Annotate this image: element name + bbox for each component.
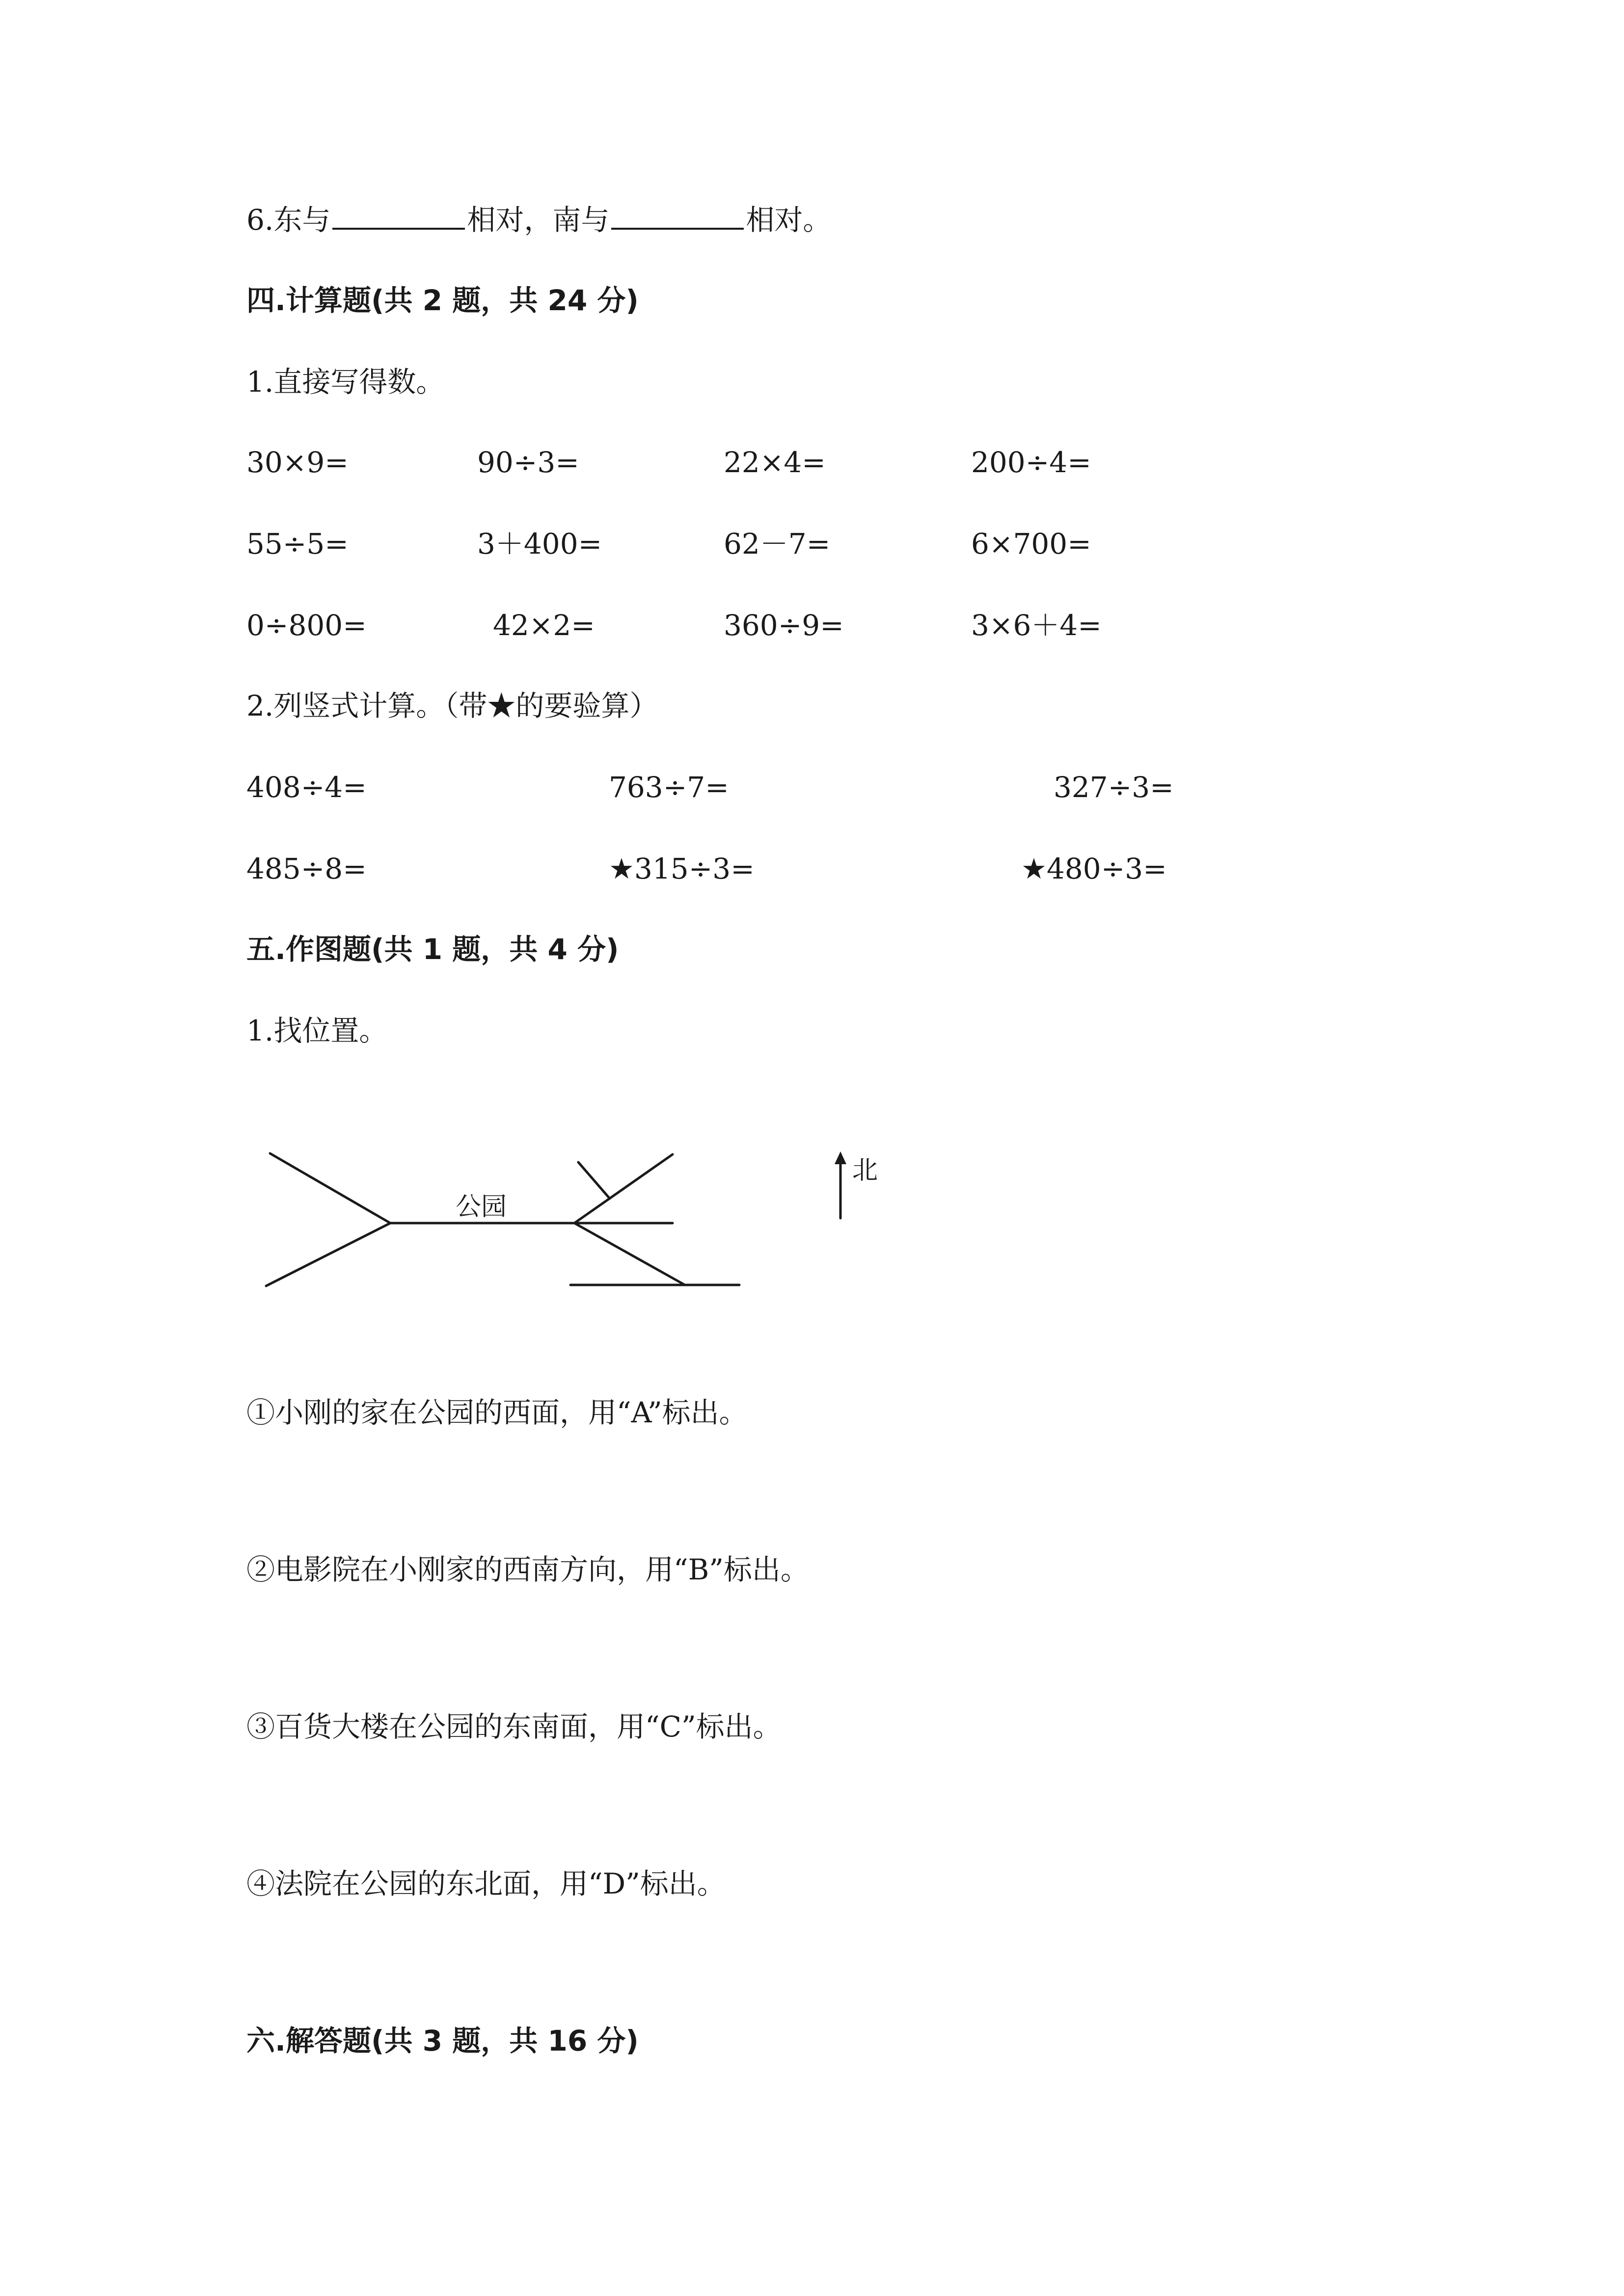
vertical-r2c1: 485÷8= xyxy=(246,852,367,885)
vertical-r2c3: ★480÷3= xyxy=(1021,852,1167,885)
answer-blank-south[interactable] xyxy=(611,201,744,230)
direct-r3c3: 360÷9= xyxy=(724,609,844,642)
park-label: 公园 xyxy=(456,1192,507,1222)
vertical-r1c2: 763÷7= xyxy=(609,771,729,804)
road-east-lower-diagonal xyxy=(574,1223,685,1285)
direct-r1c4: 200÷4= xyxy=(971,446,1091,479)
park-map-diagram[interactable] xyxy=(245,1114,933,1320)
task-1: ①小刚的家在公园的西面，用“A”标出。 xyxy=(246,1396,748,1429)
direct-r1c1: 30×9= xyxy=(246,446,349,479)
north-label: 北 xyxy=(852,1156,878,1185)
q6-prefix: 6.东与 xyxy=(246,203,331,237)
road-east-upper-long xyxy=(574,1154,673,1223)
vertical-r2c2: ★315÷3= xyxy=(609,852,755,885)
vertical-r1c3: 327÷3= xyxy=(1054,771,1174,804)
direct-r3c1: 0÷800= xyxy=(246,609,367,642)
task-2: ②电影院在小刚家的西南方向，用“B”标出。 xyxy=(246,1553,809,1586)
road-west-lower xyxy=(266,1223,390,1286)
question-6 xyxy=(246,200,831,240)
answer-blank-east[interactable] xyxy=(332,201,465,230)
section5-q1-label: 1.找位置。 xyxy=(246,1014,388,1047)
q6-suffix: 相对。 xyxy=(746,203,832,237)
direct-r3c2: 42×2= xyxy=(493,609,595,642)
task-4: ④法院在公园的东北面，用“D”标出。 xyxy=(246,1867,726,1900)
direct-r2c2: 3＋400= xyxy=(477,527,602,561)
section4-q1-label: 1.直接写得数。 xyxy=(246,365,445,399)
road-east-upper-short xyxy=(578,1162,610,1199)
vertical-r1c1: 408÷4= xyxy=(246,771,367,804)
section4-title: 四.计算题(共 2 题，共 24 分) xyxy=(246,284,639,317)
section5-title: 五.作图题(共 1 题，共 4 分) xyxy=(246,933,619,966)
direct-r2c3: 62－7= xyxy=(724,527,831,561)
task-3: ③百货大楼在公园的东南面，用“C”标出。 xyxy=(246,1710,782,1743)
section6-title: 六.解答题(共 3 题，共 16 分) xyxy=(246,2024,639,2057)
section4-q2-label: 2.列竖式计算。（带★的要验算） xyxy=(246,689,658,722)
direct-r3c4: 3×6＋4= xyxy=(971,609,1102,642)
direct-r1c2: 90÷3= xyxy=(477,446,579,479)
north-arrow-icon xyxy=(835,1151,846,1164)
road-west-upper xyxy=(270,1153,390,1223)
direct-r2c1: 55÷5= xyxy=(246,527,349,561)
direct-r1c3: 22×4= xyxy=(724,446,826,479)
direct-r2c4: 6×700= xyxy=(971,527,1091,561)
q6-middle: 相对，南与 xyxy=(467,203,610,237)
